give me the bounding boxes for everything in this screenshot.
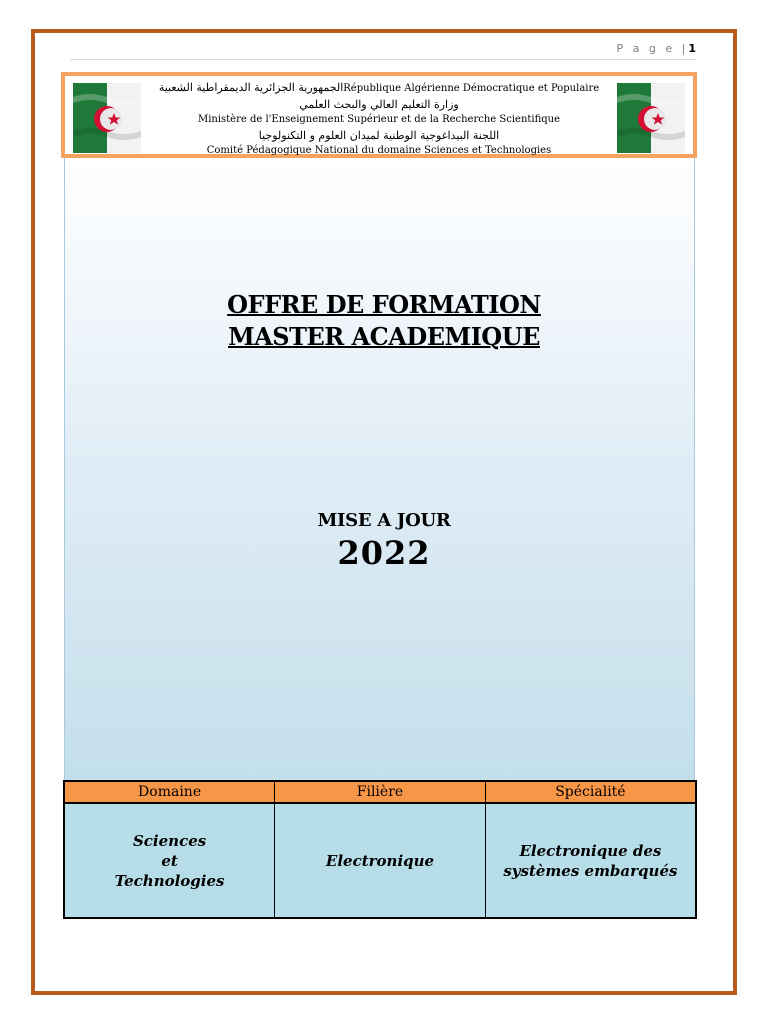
document-title-line-2: MASTER ACADEMIQUE [228, 322, 540, 351]
ministry-french: Ministère de l'Enseignement Supérieur et de la Recherche Scientifique [197, 114, 561, 125]
committee-french: Comité Pédagogique National du domaine Sciences et Technologies [206, 145, 552, 156]
page-number-value: 1 [688, 42, 696, 55]
header-line-republic [146, 80, 612, 97]
algerian-flag-icon [73, 83, 141, 153]
column-header-domaine: Domaine [64, 781, 275, 803]
cell-domaine-line: Technologies [114, 871, 225, 890]
algerian-flag-icon [617, 83, 685, 153]
cell-filiere [275, 803, 486, 918]
header-text [146, 80, 612, 159]
cell-filiere-line: Electronique [325, 851, 435, 870]
table-row [64, 803, 696, 918]
page-separator: | [681, 42, 689, 55]
cell-specialite-line: systèmes embarqués [503, 861, 678, 880]
republic-arabic: الجمهورية الجزائرية الديمقراطية الشعبية [158, 81, 344, 94]
column-header-filiere: Filière [275, 781, 486, 803]
table-header-row [64, 781, 696, 803]
republic-french: République Algérienne Démocratique et Populaire [343, 83, 600, 94]
column-header-specialite: Spécialité [485, 781, 696, 803]
cell-domaine-line: et [161, 851, 178, 870]
update-label: MISE A JOUR [317, 510, 451, 531]
update-year: 2022 [337, 534, 431, 572]
ministry-arabic: وزارة التعليم العالي والبحث العلمي [299, 97, 459, 111]
institution-header [61, 72, 697, 158]
cell-domaine-line: Sciences [132, 831, 207, 850]
cover-background [64, 158, 695, 782]
page-number [70, 42, 696, 60]
cell-specialite-line: Electronique des [519, 841, 662, 860]
committee-arabic: اللجنة البيداغوجية الوطنية لميدان العلوم و التكنولوجيا [258, 128, 500, 142]
cell-domaine [64, 803, 275, 918]
program-info-table [63, 780, 697, 919]
cell-specialite [485, 803, 696, 918]
document-title-line-1: OFFRE DE FORMATION [227, 290, 541, 319]
page-label: P a g e [616, 42, 676, 55]
